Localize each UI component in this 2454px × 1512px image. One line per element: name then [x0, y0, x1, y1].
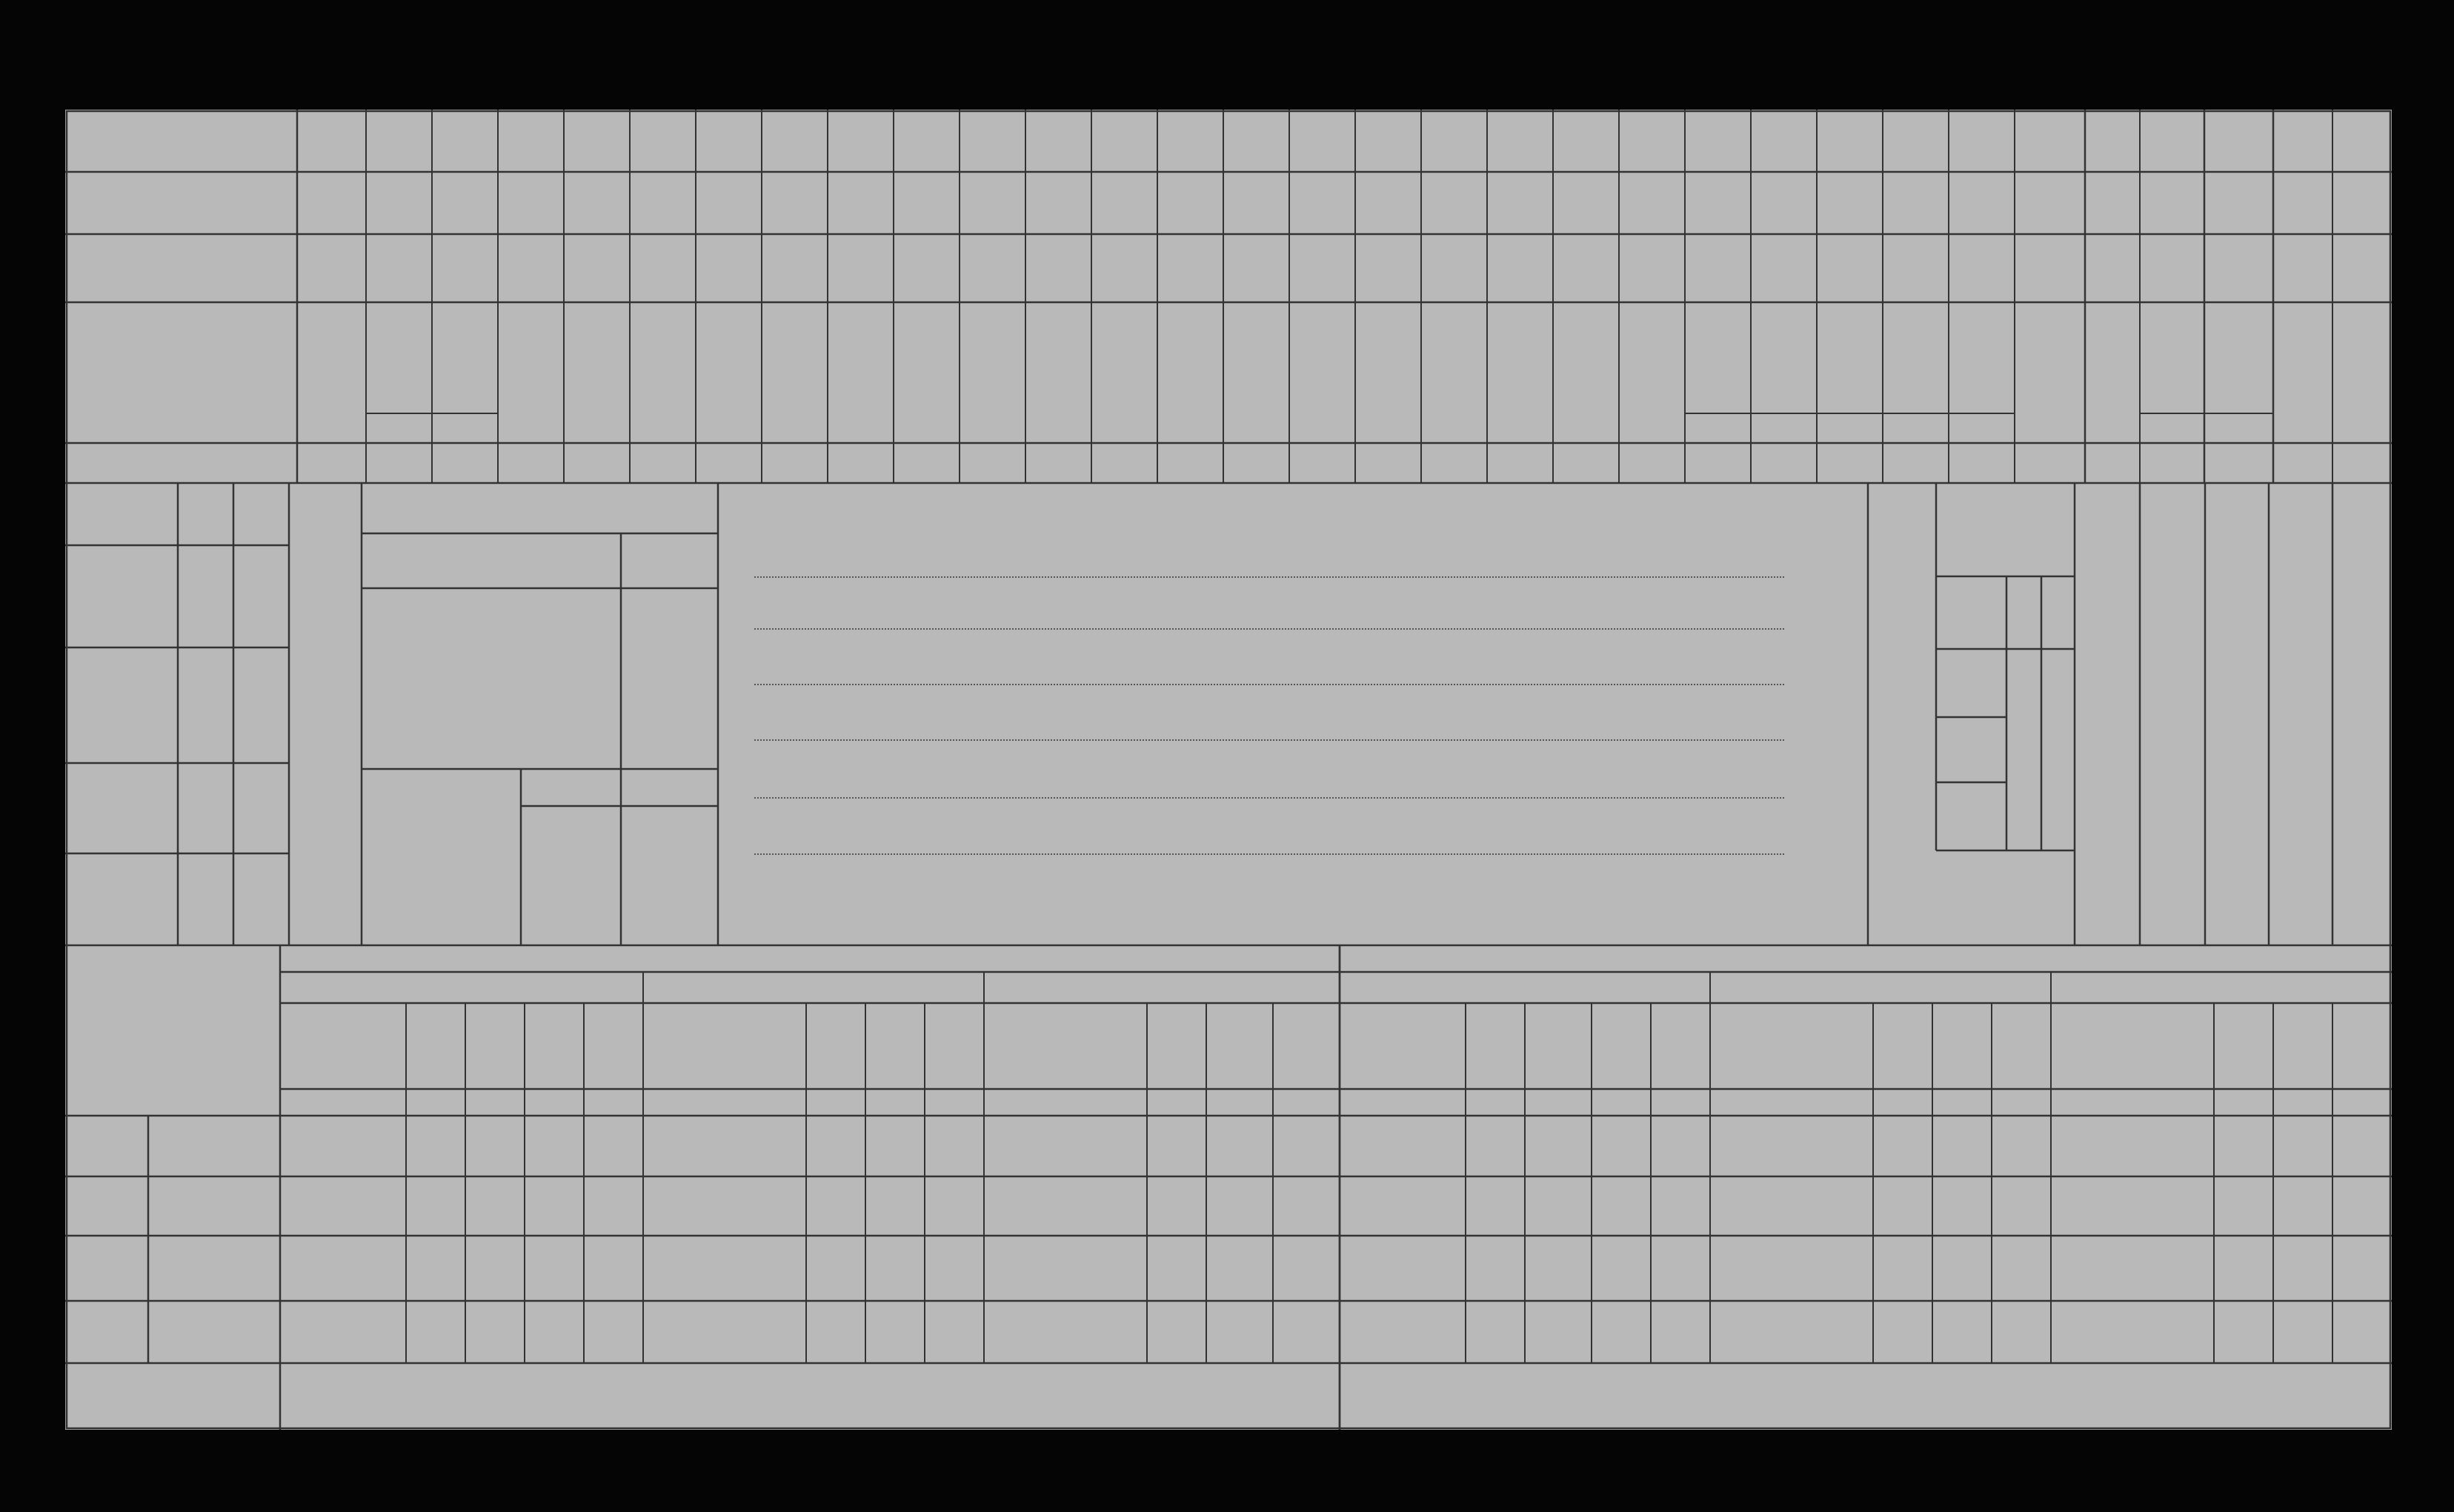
row-other-society — [148, 1179, 280, 1234]
private-line4 — [754, 739, 1784, 741]
hired-number-134 — [187, 887, 225, 932]
pop-women-label — [1938, 717, 1968, 843]
group-fallow — [2140, 413, 2273, 443]
roots-col — [621, 769, 718, 806]
pop-men-total — [2010, 858, 2040, 932]
enterprise-qty-col — [628, 536, 710, 585]
group-winter-wheat — [366, 413, 498, 443]
private-line6 — [754, 853, 1784, 855]
hired-number-132 — [187, 680, 225, 725]
row-private-persons — [148, 1239, 280, 1298]
pop-men-label — [1938, 839, 1968, 936]
lease-column-lines — [406, 972, 2332, 1363]
lease-sdacha-title — [1340, 945, 2392, 972]
private-line1b — [754, 576, 1784, 578]
pop-total-souls — [2010, 554, 2040, 643]
hired-number-130 — [187, 495, 225, 539]
form-grid-lines — [65, 110, 2392, 1430]
private-line3 — [754, 684, 1784, 685]
hired-label-term — [243, 599, 280, 717]
group-perennial-grasses — [1685, 413, 2015, 443]
upper-column-lines — [366, 110, 2332, 483]
pop-women-incl — [2010, 650, 2040, 717]
row-label-total — [65, 124, 297, 161]
enterprise-name-col — [362, 536, 621, 585]
hired-label-piecework — [243, 799, 280, 917]
census-card-sheet — [65, 110, 2392, 1430]
row-own-society — [148, 1119, 280, 1173]
row-label-own — [65, 250, 297, 287]
hired-number-133 — [187, 791, 225, 836]
desyatin-col — [521, 769, 621, 806]
hired-number-131 — [187, 576, 225, 621]
row-label-lands — [65, 347, 297, 391]
population-title — [1873, 502, 1932, 932]
row-total-leased — [65, 1366, 280, 1425]
pop-number-137 — [2044, 721, 2073, 780]
pop-men-incl — [2010, 785, 2040, 852]
pop-number-135 — [2044, 858, 2073, 932]
hired-workers-title — [296, 510, 356, 925]
pop-women-total — [2010, 721, 2040, 780]
lease-arenda-title — [280, 945, 1340, 972]
pop-number-139 — [2044, 547, 2073, 643]
lease-group-nadel — [80, 1120, 139, 1231]
private-holdings-title — [718, 468, 1868, 513]
private-line2 — [754, 628, 1784, 630]
hired-label-annual — [243, 495, 280, 613]
lease-group-vne — [76, 1240, 142, 1359]
row-institutions — [148, 1304, 280, 1360]
private-line5 — [754, 797, 1784, 799]
pop-number-138 — [2044, 658, 2073, 717]
pop-number-136 — [2044, 785, 2073, 845]
